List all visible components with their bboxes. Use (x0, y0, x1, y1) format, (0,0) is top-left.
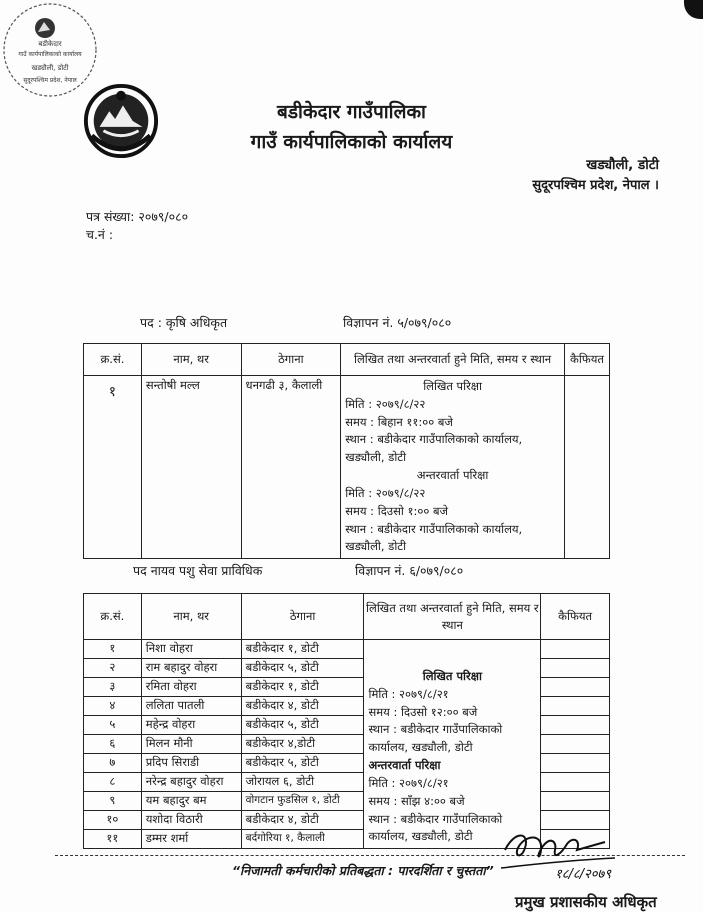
stamp-line1: बडीकेदार (38, 40, 62, 48)
row-remarks (541, 640, 610, 659)
interview-title: अन्तरवार्ता परिक्षा (368, 758, 441, 773)
row-address: वोगटान फुडसिल १, डोटी (241, 792, 364, 811)
row-sn: १० (84, 811, 142, 830)
row-address: बडीकेदार ५, डोटी (241, 716, 364, 735)
written-exam-place: स्थान : बडीकेदार गाउँपालिकाको कार्यालय, (345, 432, 523, 447)
row-sn: ३ (84, 678, 142, 697)
table-header-row (84, 594, 610, 640)
row-remarks (541, 792, 610, 811)
row-address: बडीकेदार ५, डोटी (241, 659, 364, 678)
row-address: बर्दगोरिया १, कैलाली (241, 830, 364, 849)
row-remarks (541, 678, 610, 697)
written-exam-date: मिति : २०७९/८/२१ (368, 686, 449, 701)
row-name: प्रदिप सिराडी (141, 754, 241, 773)
written-exam-date: मिति : २०७९/८/२२ (345, 396, 426, 411)
row-name: मिलन मौनी (141, 735, 241, 754)
header-address: ठेगाना (241, 344, 341, 376)
header-sn: क्र.सं. (84, 344, 142, 376)
row-remarks (541, 735, 610, 754)
row-remarks (541, 773, 610, 792)
table-row (84, 640, 610, 659)
row-address: बडीकेदार ४, डोटी (241, 697, 364, 716)
interview-place-line2: कार्यालय, खड्यौली, डोटी (368, 829, 473, 844)
section2-table (83, 593, 610, 849)
section1-post: पद : कृषि अधिकृत (140, 315, 228, 330)
row-address: बडीकेदार ४,डोटी (241, 735, 364, 754)
row-name: यशोदा विठारी (141, 811, 241, 830)
header-sn: क्र.सं. (84, 594, 142, 640)
header-schedule: लिखित तथा अन्तरवार्ता हुने मिति, समय र स्थान (341, 344, 565, 376)
row-address: बडीकेदार १, डोटी (241, 640, 364, 659)
interview-time: समय : दिउसो १:०० बजे (345, 503, 449, 518)
row-schedule (341, 376, 565, 559)
row-address: बडीकेदार १, डोटी (241, 678, 364, 697)
header-remarks: कैफियत (541, 594, 610, 640)
written-exam-title: लिखित परिक्षा (423, 379, 482, 393)
row-name: महेन्द्र वोहरा (141, 716, 241, 735)
written-exam-time: समय : बिहान ११:०० बजे (345, 414, 453, 429)
table-header-row (84, 344, 610, 376)
section1-ad-number: विज्ञापन नं. ५/०७९/०८० (343, 315, 452, 330)
office-title: बडीकेदार गाउँपालिका (277, 101, 426, 123)
row-name: सन्तोषी मल्ल (141, 376, 241, 559)
reference-number: पत्र संख्या: २०७९/०८० (86, 209, 189, 224)
dispatch-number: च.नं : (86, 227, 114, 242)
row-name: यम बहादुर बम (141, 792, 241, 811)
row-address: धनगढी ३, कैलाली (241, 376, 341, 559)
written-exam-time: समय : दिउसो १२:०० बजे (368, 704, 478, 719)
interview-place-line2: खड्यौली, डोटी (345, 539, 407, 554)
header-schedule: लिखित तथा अन्तरवार्ता हुने मिति, समय र स्थान (364, 594, 541, 640)
row-sn: ५ (84, 716, 142, 735)
row-sn: ११ (84, 830, 142, 849)
row-sn: ८ (84, 773, 142, 792)
interview-place: स्थान : बडीकेदार गाउँपालिकाको कार्यालय, (345, 521, 523, 536)
row-name: डम्मर शर्मा (141, 830, 241, 849)
signer-title: प्रमुख प्रशासकीय अधिकृत (515, 893, 657, 911)
row-remarks (565, 376, 610, 559)
signature-date: १८/८/२०७९ (555, 867, 612, 882)
section1-table (83, 343, 610, 559)
row-sn: ६ (84, 735, 142, 754)
interview-date: मिति : २०७९/८/२२ (345, 485, 426, 500)
handwritten-signature (495, 820, 645, 895)
row-name: ललिता पातली (141, 697, 241, 716)
section2-post: पद नायव पशु सेवा प्राविधिक (133, 563, 263, 578)
stamp-line2: गाउँ कार्यपालिकाको कार्यालय (18, 51, 82, 58)
row-sn: १ (84, 640, 142, 659)
header-remarks: कैफियत (565, 344, 610, 376)
row-name: नरेन्द्र बहादुर वोहरा (141, 773, 241, 792)
row-schedule (364, 640, 541, 849)
header-name: नाम, थर (141, 344, 241, 376)
row-remarks (541, 754, 610, 773)
office-location: खड्यौली, डोटी (586, 157, 659, 173)
header-address: ठेगाना (241, 594, 364, 640)
row-name: राम बहादुर वोहरा (141, 659, 241, 678)
stamp-line3: खड्यौली, डोटी (31, 64, 69, 72)
row-remarks (541, 659, 610, 678)
row-remarks (541, 716, 610, 735)
section2-ad-number: विज्ञापन नं. ६/०७९/०८० (355, 563, 464, 578)
interview-date: मिति : २०७९/८/२१ (368, 775, 449, 790)
row-address: जोरायल ६, डोटी (241, 773, 364, 792)
row-sn: ७ (84, 754, 142, 773)
office-subtitle: गाउँ कार्यपालिकाको कार्यालय (250, 131, 453, 153)
written-exam-place-line2: कार्यालय, खड्यौली, डोटी (368, 740, 473, 755)
written-exam-place: स्थान : बडीकेदार गाउँपालिकाको (368, 722, 503, 737)
office-province: सुदूरपश्चिम प्रदेश, नेपाल । (532, 178, 659, 193)
row-address: बडीकेदार ५, डोटी (241, 754, 364, 773)
row-name: निशा वोहरा (141, 640, 241, 659)
interview-place: स्थान : बडीकेदार गाउँपालिकाको (368, 811, 503, 826)
row-sn: ९ (84, 792, 142, 811)
scan-corner-mark (684, 0, 703, 19)
stamp-line4: सुदूरपश्चिम प्रदेश, नेपाल (23, 77, 77, 84)
row-sn: ४ (84, 697, 142, 716)
footer-motto: “निजामती कर्मचारीको प्रतिबद्धता : पारदर्शिता र चुस्तता” (232, 863, 494, 878)
interview-time: समय : साँझ ४:०० बजे (368, 793, 465, 808)
row-remarks (541, 697, 610, 716)
header-name: नाम, थर (141, 594, 241, 640)
row-name: रमिता वोहरा (141, 678, 241, 697)
table-row (84, 376, 610, 559)
row-sn: १ (84, 376, 142, 559)
row-address: बडीकेदार ४, डोटी (241, 811, 364, 830)
row-sn: २ (84, 659, 142, 678)
written-exam-place-line2: खड्यौली, डोटी (345, 450, 407, 465)
written-exam-title: लिखित परिक्षा (422, 669, 482, 683)
interview-title: अन्तरवार्ता परिक्षा (416, 468, 489, 483)
